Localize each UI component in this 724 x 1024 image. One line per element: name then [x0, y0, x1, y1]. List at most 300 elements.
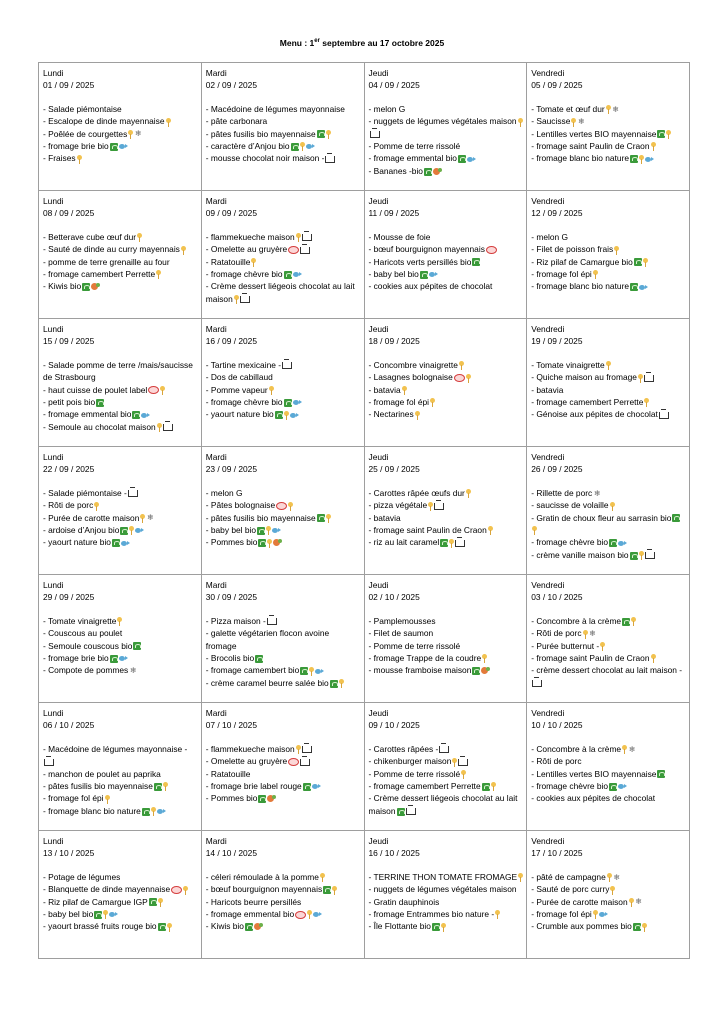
menu-item-text: - Pâtes bolognaise — [205, 500, 276, 511]
menu-item — [206, 883, 361, 895]
menu-item — [369, 231, 524, 243]
organic-label-icon — [255, 655, 263, 663]
day-date: 16 / 09 / 2025 — [205, 336, 257, 347]
menu-item-text: - Macédoine de légumes mayonnaise - — [43, 743, 188, 754]
menu-item — [369, 396, 524, 408]
france-origin-icon — [117, 617, 122, 626]
menu-item-text: - Haricots verts persillés bio — [368, 256, 472, 267]
france-origin-icon — [495, 910, 500, 919]
menu-item-text: - nuggets de légumes végétales maison — [368, 884, 517, 895]
menu-item — [369, 359, 524, 371]
menu-item — [531, 536, 686, 548]
menu-item-text: - saucisse de volaille — [531, 500, 609, 511]
menu-item-text: - Nectarines — [368, 409, 414, 420]
menu-item-text: - céleri rémoulade à la pomme — [205, 871, 319, 882]
menu-item — [43, 908, 198, 920]
organic-label-icon — [609, 783, 617, 791]
blue-fish-icon — [467, 156, 476, 163]
blue-fish-icon — [109, 911, 118, 918]
seasonal-icon: ❄ — [593, 488, 601, 498]
menu-item-text: - Rôti de porc — [531, 756, 582, 767]
day-name: Mardi — [205, 68, 227, 78]
menu-item-text: - Crème dessert liégeois chocolat au lait maison — [205, 281, 355, 304]
day-date: 16 / 10 / 2025 — [368, 848, 420, 859]
menu-item-text: - Brocolis bio — [205, 653, 255, 664]
local-produce-icon — [267, 795, 276, 803]
title-start: Menu : 1 — [279, 38, 315, 48]
menu-item-text: - batavia — [531, 384, 564, 395]
menu-item-text: - galette végétarien flocon avoine fromage — [205, 628, 330, 651]
menu-item — [206, 896, 361, 908]
menu-item-text: - mousse framboise maison — [368, 665, 472, 676]
day-date: 13 / 10 / 2025 — [43, 848, 95, 859]
organic-label-icon — [330, 680, 338, 688]
menu-item — [531, 640, 686, 652]
day-name: Jeudi — [368, 836, 389, 846]
organic-label-icon — [112, 539, 120, 547]
menu-item-text: - Blanquette de dinde mayennaise — [43, 884, 171, 895]
day-name: Lundi — [43, 324, 64, 334]
france-origin-icon — [629, 898, 634, 907]
menu-item-text: - fromage blanc bio nature — [43, 805, 141, 816]
day-name: Mardi — [205, 580, 227, 590]
menu-item — [206, 103, 361, 115]
menu-item-text: - pâtes fusilis bio mayennaise — [43, 781, 153, 792]
homemade-pot-icon — [645, 552, 655, 559]
menu-item-text: - fromage saint Paulin de Craon — [531, 141, 650, 152]
menu-item-text: - Betterave cube œuf dur — [43, 231, 137, 242]
day-name: Jeudi — [368, 580, 389, 590]
menu-week-row — [39, 703, 690, 831]
menu-item-text: - Ratatouille — [205, 256, 251, 267]
menu-item-text: - fromage fol épi — [531, 909, 592, 920]
menu-item-text: - Tomate vinaigrette — [531, 359, 605, 370]
day-name: Jeudi — [368, 68, 389, 78]
menu-item-text: - fromage chèvre bio — [205, 269, 283, 280]
france-origin-icon — [642, 923, 647, 932]
france-origin-icon — [129, 526, 134, 535]
menu-item-text: - Purée de carotte maison — [531, 896, 628, 907]
organic-label-icon — [458, 155, 466, 163]
menu-day-cell — [527, 319, 690, 447]
blue-fish-icon — [315, 668, 324, 675]
menu-item — [531, 103, 686, 115]
menu-item-text: - fromage blanc bio nature — [531, 153, 630, 164]
menu-item-text: - fromage fol épi — [531, 269, 592, 280]
homemade-pot-icon — [128, 490, 138, 497]
organic-label-icon — [94, 911, 102, 919]
menu-item — [531, 792, 686, 804]
menu-item — [369, 896, 524, 908]
organic-label-icon — [133, 642, 141, 650]
france-origin-icon — [441, 923, 446, 932]
organic-label-icon — [472, 667, 480, 675]
seasonal-icon: ❄ — [635, 897, 642, 907]
menu-item — [206, 780, 361, 792]
menu-item — [206, 792, 361, 804]
menu-item — [206, 396, 361, 408]
france-origin-icon — [593, 910, 598, 919]
menu-item-text: - Saucisse — [531, 116, 571, 127]
blue-fish-icon — [618, 540, 627, 547]
france-origin-icon — [181, 246, 186, 255]
day-date: 11 / 09 / 2025 — [368, 208, 420, 219]
menu-item — [531, 627, 686, 639]
menu-item-text: - Carottes râpée œufs dur — [368, 487, 465, 498]
blue-fish-icon — [141, 412, 150, 419]
blue-fish-icon — [272, 527, 281, 534]
menu-item-text: - Filet de poisson frais — [531, 244, 614, 255]
menu-item — [206, 128, 361, 140]
menu-item-text: - Haricots beurre persillés — [205, 896, 302, 907]
menu-item-text: - Kiwis bio — [43, 281, 82, 292]
menu-item-text: - Filet de saumon — [368, 628, 434, 639]
day-date: 01 / 09 / 2025 — [43, 80, 95, 91]
menu-item-text: - Couscous au poulet — [43, 628, 123, 639]
menu-item — [531, 152, 686, 164]
menu-item-text: - fromage chèvre bio — [205, 397, 283, 408]
france-origin-icon — [103, 910, 108, 919]
menu-item-text: - pâté de campagne — [531, 871, 606, 882]
france-origin-icon — [583, 630, 588, 639]
menu-item — [43, 499, 198, 511]
menu-item — [43, 280, 198, 292]
menu-day-cell — [39, 703, 202, 831]
france-origin-icon — [266, 526, 271, 535]
menu-item — [369, 243, 524, 255]
menu-item-text: - Gratin dauphinois — [368, 896, 440, 907]
day-name: Vendredi — [531, 68, 565, 78]
menu-item-text: - melon G — [531, 231, 569, 242]
day-date: 19 / 09 / 2025 — [531, 336, 583, 347]
menu-item-text: - Île Flottante bio — [368, 921, 431, 932]
menu-day-cell — [364, 191, 527, 319]
france-origin-icon — [532, 526, 537, 535]
menu-item-text: - Pomme de terre rissolé — [368, 141, 461, 152]
france-origin-icon — [459, 361, 464, 370]
menu-item — [369, 883, 524, 895]
france-origin-icon — [128, 130, 133, 139]
day-date: 02 / 10 / 2025 — [368, 592, 420, 603]
menu-item-text: - nuggets de légumes végétales maison — [368, 116, 517, 127]
menu-item-text: - Compote de pommes — [43, 665, 129, 676]
menu-day-cell — [527, 575, 690, 703]
menu-item-text: - Escalope de dinde mayennaise — [43, 116, 165, 127]
menu-item — [43, 664, 198, 676]
menu-item — [206, 920, 361, 932]
organic-label-icon — [245, 923, 253, 931]
menu-item — [531, 512, 686, 537]
menu-item — [369, 140, 524, 152]
day-date: 07 / 10 / 2025 — [205, 720, 257, 731]
menu-item — [206, 371, 361, 383]
france-origin-icon — [430, 398, 435, 407]
title-rest: septembre au 17 octobre 2025 — [319, 38, 445, 48]
blue-fish-icon — [293, 271, 302, 278]
france-origin-icon — [166, 118, 171, 127]
menu-item — [369, 487, 524, 499]
organic-label-icon — [120, 527, 128, 535]
menu-item — [43, 256, 198, 268]
france-origin-icon — [339, 679, 344, 688]
menu-item-text: - Potage de légumes — [43, 871, 121, 882]
menu-item — [206, 487, 361, 499]
france-origin-icon — [449, 539, 454, 548]
menu-item — [43, 780, 198, 792]
page-title — [0, 38, 724, 48]
blue-fish-icon — [429, 271, 438, 278]
menu-item — [369, 871, 524, 883]
menu-item-text: - Bananes -bio — [368, 165, 423, 176]
menu-item — [206, 536, 361, 548]
organic-label-icon — [275, 411, 283, 419]
menu-item-text: - cookies aux pépites de chocolat — [531, 793, 656, 804]
menu-item — [206, 280, 361, 305]
france-origin-icon — [402, 386, 407, 395]
day-date: 17 / 10 / 2025 — [531, 848, 583, 859]
menu-item-text: - Fraises — [43, 153, 76, 164]
france-origin-icon — [666, 130, 671, 139]
menu-day-cell — [39, 447, 202, 575]
seasonal-icon: ❄ — [612, 104, 619, 114]
day-date: 30 / 09 / 2025 — [205, 592, 257, 603]
organic-label-icon — [110, 655, 118, 663]
blue-fish-icon — [599, 911, 608, 918]
menu-item-text: - Macédoine de légumes mayonnaise — [205, 103, 345, 114]
menu-item — [43, 768, 198, 780]
menu-item — [531, 371, 686, 383]
day-name: Mardi — [205, 708, 227, 718]
france-origin-icon — [482, 654, 487, 663]
day-date: 03 / 10 / 2025 — [531, 592, 583, 603]
france-origin-icon — [151, 807, 156, 816]
organic-label-icon — [472, 258, 480, 266]
france-origin-icon — [307, 910, 312, 919]
blue-fish-icon — [639, 284, 648, 291]
menu-item — [43, 268, 198, 280]
france-origin-icon — [157, 423, 162, 432]
france-origin-icon — [606, 105, 611, 114]
menu-item-text: - Ratatouille — [205, 768, 251, 779]
menu-item-text: - Poêlée de courgettes — [43, 128, 128, 139]
menu-item — [43, 871, 198, 883]
menu-item-text: - mousse chocolat noir maison - — [205, 153, 325, 164]
menu-item-text: - Tomate vinaigrette — [43, 615, 117, 626]
day-name: Lundi — [43, 68, 64, 78]
menu-day-cell — [364, 447, 527, 575]
menu-item-text: - Mousse de foie — [368, 231, 431, 242]
menu-item-text: - Purée de carotte maison — [43, 512, 140, 523]
organic-label-icon — [158, 923, 166, 931]
menu-item — [43, 243, 198, 255]
day-date: 15 / 09 / 2025 — [43, 336, 95, 347]
menu-day-cell — [39, 191, 202, 319]
menu-item — [43, 359, 198, 384]
france-origin-icon — [284, 411, 289, 420]
menu-item-text: - riz au lait caramel — [368, 537, 440, 548]
france-origin-icon — [251, 258, 256, 267]
menu-item — [369, 499, 524, 511]
menu-item — [369, 536, 524, 548]
label-rouge-icon — [454, 374, 465, 382]
menu-item-text: - ardoise d’Anjou bio — [43, 525, 120, 536]
france-origin-icon — [606, 361, 611, 370]
menu-item — [531, 396, 686, 408]
menu-item — [206, 231, 361, 243]
menu-item — [206, 677, 361, 689]
menu-item — [43, 140, 198, 152]
menu-item — [43, 115, 198, 127]
menu-item-text: - batavia — [368, 512, 401, 523]
france-origin-icon — [461, 770, 466, 779]
menu-item — [369, 268, 524, 280]
menu-day-cell — [364, 319, 527, 447]
menu-day-cell — [364, 831, 527, 959]
france-origin-icon — [415, 411, 420, 420]
menu-item — [369, 512, 524, 524]
menu-item — [43, 536, 198, 548]
menu-item-text: - Rillette de porc — [531, 487, 593, 498]
menu-day-cell — [527, 63, 690, 191]
menu-day-cell — [201, 831, 364, 959]
organic-label-icon — [154, 783, 162, 791]
homemade-pot-icon — [163, 424, 173, 431]
local-produce-icon — [481, 667, 490, 675]
menu-item-text: - Tomate et œuf dur — [531, 103, 605, 114]
menu-item — [531, 920, 686, 932]
menu-item — [531, 883, 686, 895]
menu-item-text: - Semoule au chocolat maison — [43, 421, 156, 432]
menu-item — [206, 743, 361, 755]
menu-item — [43, 883, 198, 895]
menu-item — [369, 524, 524, 536]
day-date: 08 / 09 / 2025 — [43, 208, 95, 219]
france-origin-icon — [332, 886, 337, 895]
france-origin-icon — [610, 886, 615, 895]
menu-item-text: - yaourt nature bio — [43, 537, 111, 548]
seasonal-icon: ❄ — [129, 666, 137, 676]
menu-item — [206, 768, 361, 780]
menu-item-text: - fromage blanc bio nature — [531, 281, 630, 292]
france-origin-icon — [607, 873, 612, 882]
menu-item-text: - fromage brie bio — [43, 141, 109, 152]
menu-item-text: - fromage camembert bio — [205, 665, 300, 676]
menu-day-cell — [527, 191, 690, 319]
menu-item — [369, 640, 524, 652]
label-rouge-icon — [276, 502, 287, 510]
france-origin-icon — [156, 270, 161, 279]
menu-item-text: - Pomme de terre rissolé — [368, 768, 461, 779]
menu-item-text: - Pomme de terre rissolé — [368, 640, 461, 651]
menu-item — [369, 615, 524, 627]
menu-item-text: - chikenburger maison — [368, 756, 452, 767]
organic-label-icon — [432, 923, 440, 931]
menu-item-text: - pâte carbonara — [205, 116, 268, 127]
menu-day-cell — [201, 703, 364, 831]
menu-item-text: - Dos de cabillaud — [205, 372, 273, 383]
local-produce-icon — [433, 168, 442, 176]
menu-item-text: - baby bel bio — [368, 269, 419, 280]
france-origin-icon — [267, 539, 272, 548]
menu-item-text: - yaourt nature bio — [205, 409, 274, 420]
france-origin-icon — [593, 270, 598, 279]
menu-item-text: - fromage fol épi — [43, 793, 104, 804]
menu-item-text: - Concombre vinaigrette — [368, 359, 458, 370]
menu-item-text: - fromage emmental bio — [205, 909, 295, 920]
homemade-pot-icon — [300, 759, 310, 766]
france-origin-icon — [269, 386, 274, 395]
menu-item-text: - Concombre à la crème — [531, 743, 622, 754]
day-date: 25 / 09 / 2025 — [368, 464, 420, 475]
seasonal-icon: ❄ — [578, 117, 585, 126]
france-origin-icon — [614, 246, 619, 255]
menu-item — [531, 871, 686, 883]
menu-item-text: - pomme de terre grenaille au four — [43, 256, 170, 267]
menu-item — [43, 743, 198, 768]
day-name: Jeudi — [368, 324, 389, 334]
menu-item — [43, 640, 198, 652]
day-name: Vendredi — [531, 324, 565, 334]
menu-item — [369, 768, 524, 780]
day-name: Vendredi — [531, 452, 565, 462]
organic-label-icon — [672, 514, 680, 522]
day-date: 02 / 09 / 2025 — [205, 80, 257, 91]
menu-item-text: - Sauté de dinde au curry mayennais — [43, 244, 180, 255]
france-origin-icon — [326, 514, 331, 523]
day-name: Jeudi — [368, 196, 389, 206]
day-name: Lundi — [43, 836, 64, 846]
menu-item — [531, 664, 686, 689]
menu-item-text: - crème caramel beurre salée bio — [205, 677, 329, 688]
day-name: Lundi — [43, 580, 64, 590]
menu-item-text: - crème vanille maison bio — [531, 549, 629, 560]
menu-item-text: - Kiwis bio — [205, 921, 244, 932]
menu-item-text: - melon G — [368, 103, 406, 114]
menu-day-cell — [364, 575, 527, 703]
menu-item-text: - fromage camembert Perrette — [531, 397, 644, 408]
menu-item — [43, 792, 198, 804]
homemade-pot-icon — [325, 156, 335, 163]
organic-label-icon — [82, 283, 90, 291]
menu-item-text: - fromage chèvre bio — [531, 537, 609, 548]
menu-item — [206, 256, 361, 268]
organic-label-icon — [622, 618, 630, 626]
france-origin-icon — [571, 118, 576, 127]
menu-item — [43, 384, 198, 396]
menu-item-text: - Omelette au gruyère — [205, 244, 288, 255]
organic-label-icon — [142, 808, 150, 816]
homemade-pot-icon — [659, 412, 669, 419]
menu-day-cell — [527, 703, 690, 831]
menu-item-text: - bœuf bourguignon mayennais — [368, 244, 485, 255]
day-date: 23 / 09 / 2025 — [205, 464, 257, 475]
france-origin-icon — [158, 898, 163, 907]
organic-label-icon — [630, 155, 638, 163]
day-name: Mardi — [205, 836, 227, 846]
menu-item — [43, 805, 198, 817]
france-origin-icon — [137, 233, 142, 242]
france-origin-icon — [518, 118, 523, 127]
france-origin-icon — [631, 617, 636, 626]
blue-fish-icon — [121, 540, 130, 547]
organic-label-icon — [258, 795, 266, 803]
homemade-pot-icon — [434, 503, 444, 510]
day-name: Jeudi — [368, 708, 389, 718]
homemade-pot-icon — [240, 296, 250, 303]
blue-fish-icon — [306, 143, 315, 150]
menu-item — [206, 499, 361, 511]
menu-item — [369, 755, 524, 767]
